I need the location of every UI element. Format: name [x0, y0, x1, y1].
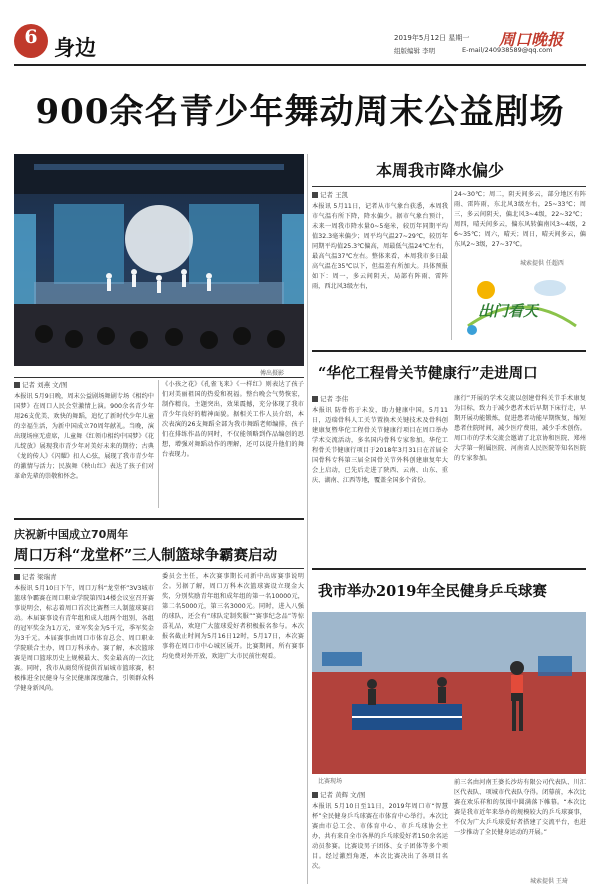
lead-text-col2: 《小孩之花》《孔雀飞来》《一样红》则表达了孩子们对美丽祖国的热爱和祝福。整台晚会气势恢宏，制作精良，主题突出，效果震撼，充分体现了我市青少年良好的精神面貌。据相关工作人员介绍，本次表演的26支舞蹈全部为我市舞蹈老师编排，孩子们在排练作品的同时，不仅能领略到作品编创的思想，增强对舞蹈动作的理解，还可以提升他们的舞台表现力。	[162, 381, 304, 458]
weather-rule	[312, 186, 586, 187]
lead-photo-caption: 傅出摄影	[260, 370, 285, 377]
table-tennis-illustration	[312, 612, 586, 774]
lead-rule	[14, 377, 304, 378]
column-divider	[158, 380, 159, 508]
basketball-kicker: 庆祝新中国成立70周年	[14, 528, 129, 541]
weather-text-col1: 本报讯 5月11日，记者从市气象台获悉，本周我市气温有所下降，降水偏少。据市气象台预计，未来一周我市降水量0~5毫米，较历年同期平均值32.3毫米偏少；周平均气温27~29℃，较历年同期平均值25.3℃偏高，周最低气温24℃左右，最高气温37℃左右。整体来看，本周我市多日最高气温在35℃以下，但温差有所加大。具体预报如下：周一，多云间阴天，局部有阵雨、雷阵雨，西北风3级左右，	[312, 203, 448, 290]
weather-text-col2: 24~30℃；周二，阴天间多云，部分地区有阵雨、雷阵雨，东北风3级左右，25~33℃；周三，多云间阴天，偏北风3~4级，22~32℃；周四，晴天间多云，偏东风转偏南风3~4级，26~35℃；周六，晴天；周日，晴天间多云，偏东风2~3级，27~37℃。	[454, 191, 586, 248]
basketball-byline: 记者 梁瑞青	[14, 572, 57, 582]
issue-date: 2019年5月12日 星期一	[394, 34, 470, 42]
page-number: 6	[24, 26, 38, 48]
section-title: 身边	[54, 35, 96, 60]
basketball-text-col1: 本报讯 5月10日下午，周口万科“龙堂杯”3V3城市篮球争霸赛在周口职业学院第四14楼会议室召开赛事说明会，标志着周口首次比赛暨三人制篮球赛启动。本届赛事设有青年组和成人组两个组别，各组的冠军奖金为1万元，亚军奖金为5千元，季军奖金为3千元。本届赛事由周口市体育总会、周口职业学院联合主办，周口万科承办。赛了解，本次篮球赛是周口篮球历史上规模最大、奖金最高的一次比赛。同时，我市从商贸所提供首届城市篮球赛，积极推进全民健身与全民健康深度融合，引领群众科学健身新风尚。	[14, 585, 154, 692]
lead-byline: 记者 刘燕 文/图	[14, 380, 67, 390]
pingpong-text-col1: 本报讯 5月10日至11日，2019年周口市“智慧杯”全民健身乒乓球赛在市体育中心举行。本次比赛由市总工会、市体育中心、市乒乓球协会主办，共有来自全市各界的乒乓球爱好者150余名运动员参赛。比赛设男子团体、女子团体等多个项目。经过激烈角逐，本次比赛决出了各项目名次。	[312, 803, 448, 870]
basketball-text-col2: 委员会主任，本次赛事期长司新中出席赛事说明会。另据了解，周口万科本次篮球赛设立现金大奖，分别奖励青年组和成年组的第一名10000元，第二名5000元，第三名3000元。同时，进入八强的球队，还会有“球队定制奖服”“赛事纪念品”等惊喜礼品，欢迎广大篮球爱好者积极报名参与。本次报名截止时间为5月16日12时，5月17日，本次赛事将在周口市中心城区展开。比赛期间，所有赛事均免费对外开放，欢迎广大市民前往观看。	[162, 573, 304, 660]
paper-logo: 周口晚报	[499, 30, 564, 49]
lead-photo	[14, 154, 304, 366]
basketball-rule	[14, 568, 304, 569]
editor-line: 组版编辑 李明	[394, 47, 436, 55]
lead-headline: 900余名青少年舞动周末公益剧场	[35, 92, 565, 132]
huatuo-text-col1: 本报讯 防骨伤于未发，助力健康中国。5月11日，迈瑞骨科人工关节置换术关键技术及骨科创建康复暨华佗工程骨关节健康行项目在周口举办学术交流活动，多名国内骨科专家参加。华佗工程骨关节健康行项目于2018年3月31日在首届全国骨科专科第三届全国骨关节外科创建康复年大会上启动，已先后走进了陕西、云南、山东、重庆、湖南、江西等地，覆盖全国多个省份。	[312, 407, 448, 484]
masthead	[0, 0, 600, 66]
column-divider	[451, 190, 452, 340]
pingpong-text-col2: 前三名由河南王婆长沙坊有限公司代表队、川汇区代表队、项城市代表队夺得。闭幕前，本次比赛在欢乐祥和的氛围中圆满落下帷幕。“本次比赛是我市近年来举办的规模较大的乒乓球赛事，不仅为广大乒乓球爱好者搭建了交流平台，也进一步推动了全民健身运动的开展。”	[454, 779, 586, 836]
pingpong-end-note: 城索提供 王琦	[530, 878, 568, 885]
column-divider	[307, 154, 308, 884]
huatuo-headline: “华佗工程骨关节健康行”走进周口	[318, 365, 538, 382]
pingpong-photo	[312, 612, 586, 774]
huatuo-byline: 记者 李伟	[312, 394, 348, 404]
huatuo-top-rule	[312, 350, 586, 352]
weather-badge-text: 出门看天	[478, 302, 539, 320]
weather-byline: 记者 王凯	[312, 190, 348, 200]
weather-end-note: 城索提供 任超西	[520, 260, 564, 267]
email-line: E-mail/240938589@qq.com	[462, 46, 553, 54]
pingpong-photo-caption: 比赛现场	[318, 778, 343, 785]
pingpong-byline: 记者 黄辉 文/图	[312, 790, 365, 800]
basketball-headline: 周口万科“龙堂杯”三人制篮球争霸赛启动	[14, 547, 278, 564]
pingpong-top-rule	[312, 568, 586, 570]
lead-text-col1: 本报讯 5月9日晚，周末公益剧场舞剧专场《相约中国梦》在周口人民会堂激情上演。900余名青少年用26支优美、欢快的舞蹈，追忆了新时代少年儿童的幸福生活，为新中国成立70周年献礼。当晚，演出现场座无虚席，儿童舞《红领巾相约中国梦》《花儿绽放》展现我市青少年对美好未来的期待；古典《龙的传人》《闪耀》扣人心弦，展现了我市青少年的激情与活力；民族舞《秧山红》表达了孩子们对革命先辈的崇敬和怀念。	[14, 393, 154, 480]
pingpong-headline: 我市举办2019年全民健身乒乓球赛	[318, 583, 547, 600]
weather-badge	[458, 268, 586, 340]
dance-stage-illustration	[14, 154, 304, 366]
huatuo-text-col2: 康行”开展的学术交流以创建骨科关节手术康复为目标，致力于减少患者术后早期下床行走，早期开展功能锻炼，促进患者功能早期恢复，缩短患者住院时间，减少医疗费用，减少手术创伤。周口市的学术交流会邀请了北京协和医院、郑州大学第一附属医院、河南省人民医院等知名医院的专家参加。	[454, 395, 586, 462]
basketball-top-rule	[14, 518, 304, 520]
masthead-rule	[14, 64, 586, 66]
weather-headline: 本周我市降水偏少	[376, 161, 505, 180]
